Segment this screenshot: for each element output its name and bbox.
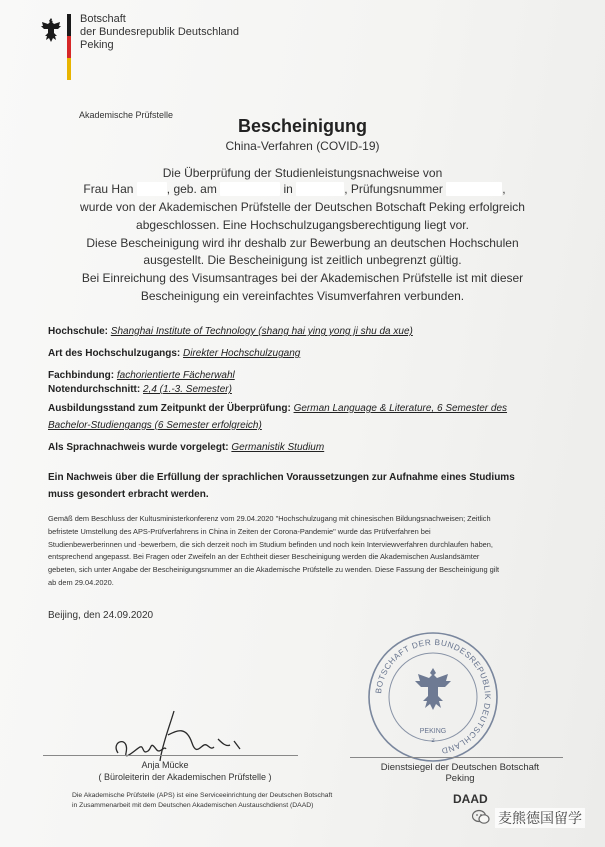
daad-logo: DAAD xyxy=(453,792,488,806)
watermark-text: 麦熊德国留学 xyxy=(495,808,585,828)
footer-line-1: Die Akademische Prüfstelle (APS) ist eine Serviceeinrichtung der Deutschen Botschaft xyxy=(72,792,333,799)
header-line-3: Peking xyxy=(80,39,114,51)
seal-ring-text: BOTSCHAFT DER BUNDESREPUBLIK DEUTSCHLAND xyxy=(374,637,493,756)
seal-eagle-icon xyxy=(415,668,451,710)
notice-line-1: Ein Nachweis über die Erfüllung der sprachlichen Voraussetzungen zur Aufnahme eines Studiums xyxy=(48,472,515,483)
redacted-birthdate xyxy=(220,182,280,196)
intro-line-4: abgeschlossen. Eine Hochschulzugangsberechtigung liegt vor. xyxy=(136,218,469,232)
intro-line-5: Diese Bescheinigung wird ihr deshalb zur Bewerbung an deutschen Hochschulen xyxy=(86,236,519,250)
seal-caption-line xyxy=(350,757,563,758)
redacted-name xyxy=(137,182,167,196)
hochschule-label: Hochschule: xyxy=(48,326,109,337)
issue-date: Beijing, den 24.09.2020 xyxy=(48,610,154,621)
field-fach xyxy=(48,370,235,381)
federal-eagle-icon xyxy=(40,16,62,44)
field-stand-cont xyxy=(48,420,262,431)
zugang-value: Direkter Hochschulzugang xyxy=(183,348,301,359)
intro-line-6: ausgestellt. Die Bescheinigung ist zeitlich unbegrenzt gültig. xyxy=(143,253,462,267)
redacted-exam-number xyxy=(446,182,502,196)
seal-city: PEKING xyxy=(419,728,447,735)
name-prefix: Frau Han xyxy=(83,182,134,196)
comma: , xyxy=(502,182,506,196)
footer-line-2: in Zusammenarbeit mit dem Deutschen Akademischen Austauschdienst (DAAD) xyxy=(72,801,314,809)
signer-name: Anja Mücke xyxy=(141,760,189,770)
handwritten-signature xyxy=(100,705,250,765)
field-note xyxy=(48,384,232,395)
sprach-value: Germanistik Studium xyxy=(231,442,325,453)
official-seal xyxy=(366,630,500,764)
embassy-header xyxy=(80,13,239,52)
fine-print-line: entsprechend angepasst. Bei Fragen oder Zweifeln an der Echtheit dieser Bescheinigung werden die Akademischen Auslandsämter xyxy=(48,552,480,562)
fine-print-line: ab dem 29.04.2020. xyxy=(48,577,114,587)
document-title: Bescheinigung xyxy=(237,116,367,136)
hochschule-value: Shanghai Institute of Technology (shang hai ying yong ji shu da xue) xyxy=(110,326,413,337)
intro-line-8: Bescheinigung ein vereinfachtes Visumverfahren verbunden. xyxy=(140,289,465,303)
stand-label: Ausbildungsstand zum Zeitpunkt der Überprüfung: xyxy=(48,403,291,414)
redacted-birthplace xyxy=(296,182,344,196)
intro-line-2 xyxy=(0,182,597,196)
seal-caption-line-1: Dienstsiegel der Deutschen Botschaft xyxy=(380,762,540,773)
fine-print-line: Studienbewerberinnen und -bewerbern, die sich derzeit noch im Studium befinden und noch kein Interviewverfahren durchlaufen haben, xyxy=(48,539,493,549)
intro-line-1: Die Überprüfung der Studienleistungsnachweise von xyxy=(162,166,443,180)
zugang-label: Art des Hochschulzugangs: xyxy=(48,348,181,359)
notice-line-2: muss gesondert erbracht werden. xyxy=(48,489,209,500)
header-line-2: der Bundesrepublik Deutschland xyxy=(80,26,239,38)
field-stand xyxy=(48,403,507,414)
field-hochschule xyxy=(48,326,413,337)
in-label: in xyxy=(283,182,293,196)
intro-line-7: Bei Einreichung des Visumsantrages bei der Akademischen Prüfstelle ist mit dieser xyxy=(81,271,524,285)
born-label: , geb. am xyxy=(166,182,217,196)
footer-text xyxy=(72,791,332,810)
signer-role: ( Büroleiterin der Akademischen Prüfstelle ) xyxy=(98,772,272,782)
seal-caption-line-2: Peking xyxy=(445,773,475,784)
fine-print-line: Gemäß dem Beschluss der Kultusministerkonferenz vom 29.04.2020 "Hochschulzugang mit chinesischen Bildungsnachweisen; Zeitlich xyxy=(48,514,491,523)
field-zugang xyxy=(48,348,300,359)
exam-number-label: , Prüfungsnummer xyxy=(344,182,443,196)
fach-value: fachorientierte Fächerwahl xyxy=(116,370,235,381)
fine-print-line: gebeten, sich unter Angabe der Bescheinigungsnummer an die Akademische Prüfstelle zu wenden. Diese Fassung der Bescheinigung gilt xyxy=(48,565,500,575)
stand-value-2: Bachelor-Studiengangs (6 Semester erfolgreich) xyxy=(48,420,262,431)
fach-label: Fachbindung: xyxy=(48,370,115,381)
office-label: Akademische Prüfstelle xyxy=(79,110,174,120)
flag-stripe-black xyxy=(67,14,71,36)
flag-stripe-gold xyxy=(67,58,71,80)
header-line-1: Botschaft xyxy=(80,13,126,25)
seal-number: 2 xyxy=(431,738,435,744)
fine-print-line: befristete Umstellung des APS-Prüfverfahrens in China in Zeiten der Corona-Pandemie" wurde das Prüfverfahren bei xyxy=(48,526,431,536)
signature-line xyxy=(43,755,298,756)
intro-line-3: wurde von der Akademischen Prüfstelle der Deutschen Botschaft Peking erfolgreich xyxy=(80,200,525,214)
flag-bar xyxy=(67,14,71,80)
seal-caption xyxy=(330,762,590,784)
wechat-icon xyxy=(472,809,490,825)
flag-stripe-red xyxy=(67,36,71,58)
fine-print xyxy=(48,513,548,590)
sprach-label: Als Sprachnachweis wurde vorgelegt: xyxy=(48,442,229,453)
note-value: 2,4 (1.-3. Semester) xyxy=(143,384,232,395)
note-label: Notendurchschnitt: xyxy=(48,384,141,395)
document-subtitle: China-Verfahren (COVID-19) xyxy=(225,139,380,153)
stand-value-1: German Language & Literature, 6 Semester des xyxy=(293,403,508,414)
field-sprach xyxy=(48,442,324,453)
